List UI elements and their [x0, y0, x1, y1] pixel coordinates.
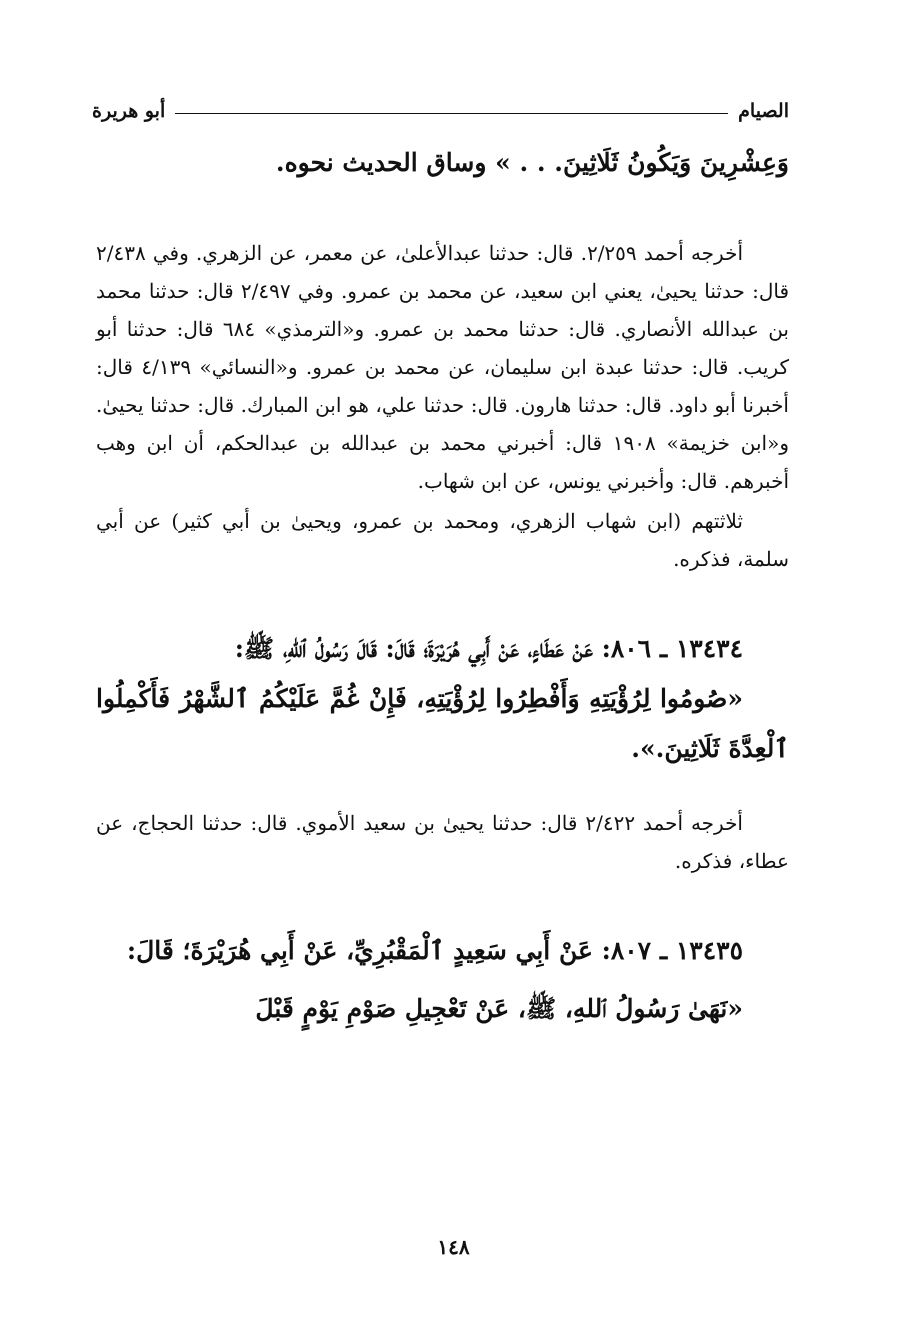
- hadith-text-13434: «صُومُوا لِرُؤْيَتِهِ وَأَفْطِرُوا لِرُؤْيَتِهِ، فَإِنْ غُمَّ عَلَيْكُمُ ٱلشَّهْرُ فَأَكْمِلُوا ٱلْعِدَّةَ ثَلَاثِينَ.».: [96, 684, 789, 763]
- takhrij-paragraph: أخرجه أحمد ٢/٢٥٩. قال: حدثنا عبدالأعلىٰ، عن معمر، عن الزهري. وفي ٢/٤٣٨ قال: حدثنا يحيىٰ، يعني ابن سعيد، عن محمد بن عمرو. وفي ٢/٤٩٧ قال: حدثنا محمد بن عبدالله الأنصاري. قال: حدثنا محمد بن عمرو. و«الترمذي» ٦٨٤ قال: حدثنا أبو كريب. قال: حدثنا عبدة ابن سليمان، عن محمد بن عمرو. و«النسائي» ٤/١٣٩ قال: أخبرنا أبو داود. قال: حدثنا هارون. قال: حدثنا علي، هو ابن المبارك. قال: حدثنا يحيىٰ. و«ابن خزيمة» ١٩٠٨ قال: أخبرني محمد بن عبدالله بن عبدالحكم، أن ابن وهب أخبرهم. قال: وأخبرني يونس، عن ابن شهاب.: [96, 241, 789, 493]
- hadith-heading-13434: ١٣٤٣٤ ـ ٨٠٦: عَنْ عَطَاءٍ، عَنْ أَبِي هُرَيْرَةَ؛ قَالَ: قَالَ رَسُولُ ٱللهِ، ﷺ:: [234, 634, 743, 663]
- page-number: ١٤٨: [437, 1235, 470, 1259]
- hadith-heading-13435: ١٣٤٣٥ ـ ٨٠٧: عَنْ أَبِي سَعِيدٍ ٱلْمَقْبُرِيِّ، عَنْ أَبِي هُرَيْرَةَ؛ قَالَ:: [126, 936, 743, 965]
- header-rule: [175, 113, 728, 114]
- takhrij-summary: ثلاثتهم (ابن شهاب الزهري، ومحمد بن عمرو، ويحيىٰ بن أبي كثير) عن أبي سلمة، فذكره.: [96, 509, 789, 571]
- hadith-text-13435: «نَهَىٰ رَسُولُ ٱللهِ، ﷺ، عَنْ تَعْجِيلِ صَوْمِ يَوْمٍ قَبْلَ: [255, 994, 743, 1023]
- running-header: [92, 96, 789, 126]
- header-chapter-title: الصيام: [738, 100, 789, 122]
- header-companion-name: أبو هريرة: [92, 100, 166, 122]
- takhrij-paragraph-13434: أخرجه أحمد ٢/٤٢٢ قال: حدثنا يحيىٰ بن سعيد الأموي. قال: حدثنا الحجاج، عن عطاء، فذكره.: [96, 811, 789, 873]
- hadith-continuation: وَعِشْرِينَ وَيَكُونُ ثَلَاثِينَ. . . » وساق الحديث نحوه.: [275, 148, 789, 177]
- page-content: [96, 138, 789, 1034]
